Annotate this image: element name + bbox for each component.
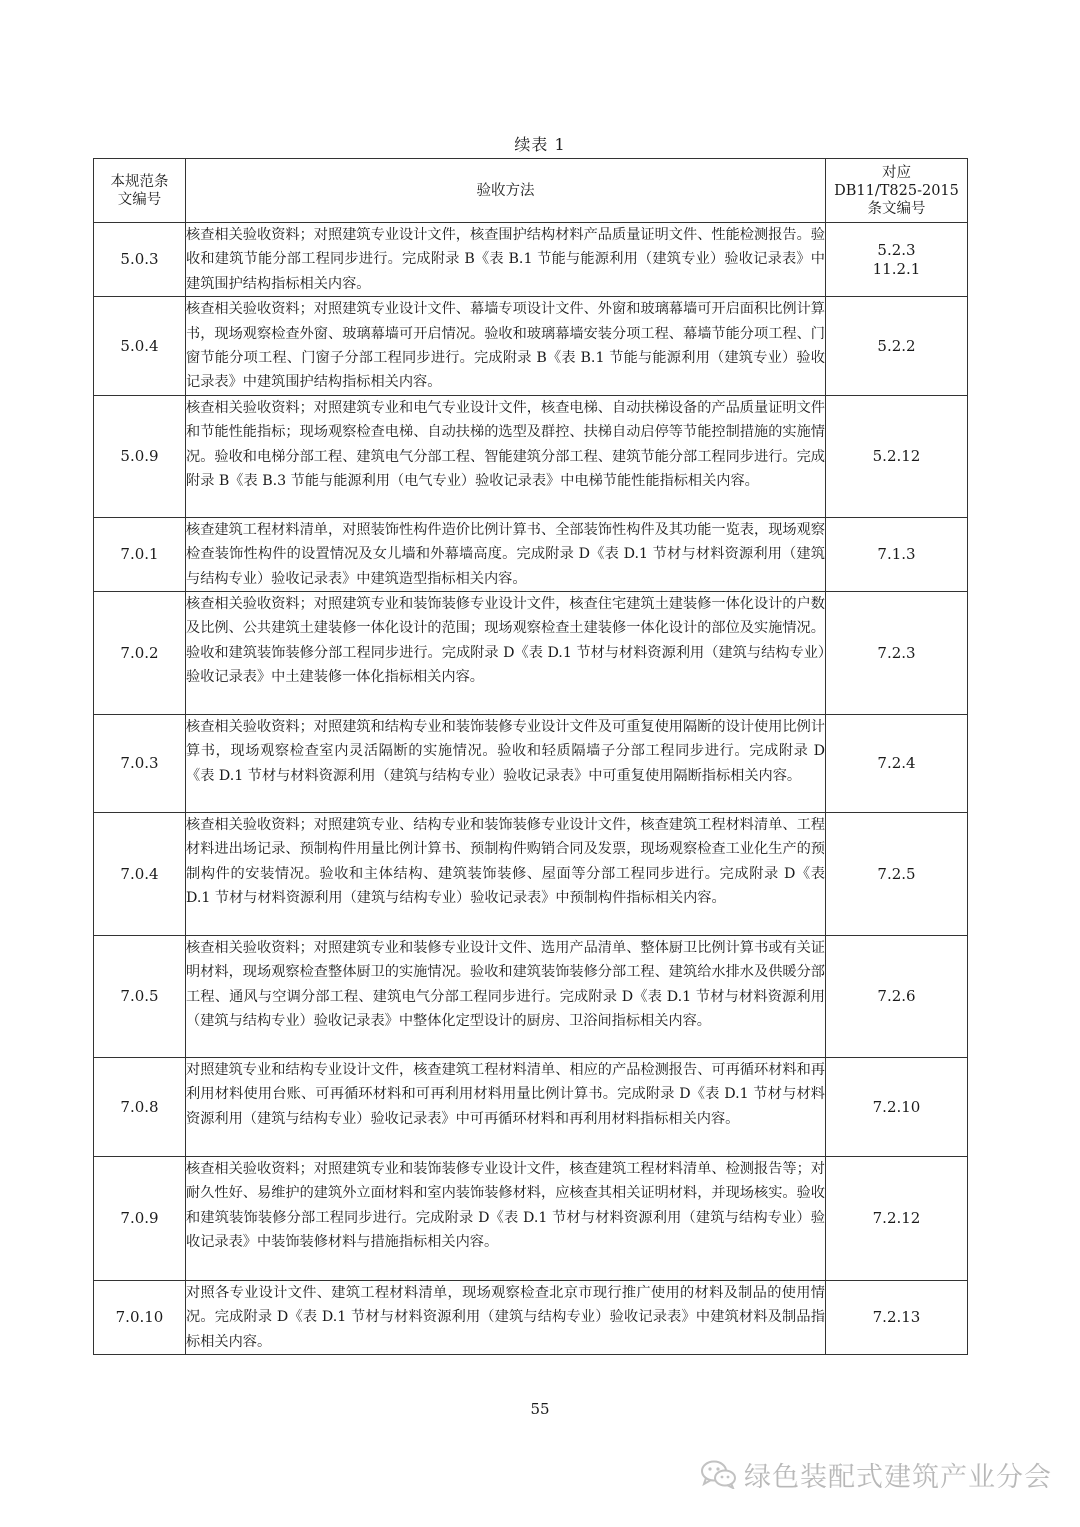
table-row xyxy=(94,813,968,936)
table-row xyxy=(94,715,968,813)
clause-code: 7.0.3 xyxy=(94,715,186,813)
clause-code: 7.0.5 xyxy=(94,936,186,1058)
acceptance-table xyxy=(93,158,968,1355)
table-row xyxy=(94,517,968,591)
reference-clause: 7.2.3 xyxy=(826,592,968,715)
acceptance-method: 核查相关验收资料；对照建筑专业和装修专业设计文件、选用产品清单、整体厨卫比例计算书或有关证明材料，现场观察检查整体厨卫的实施情况。验收和建筑装饰装修分部工程、建筑给水排水及供暖分部工程、通风与空调分部工程、建筑电气分部工程同步进行。完成附录 D《表 D.1 节材与材料资源利用（建筑与结构专业）验收记录表》中整体化定型设计的厨房、卫浴间指标相关内容。 xyxy=(186,936,826,1058)
reference-clause: 7.2.5 xyxy=(826,813,968,936)
wechat-icon xyxy=(700,1459,738,1489)
reference-clause: 7.2.10 xyxy=(826,1058,968,1157)
watermark-text: 绿色装配式建筑产业分会 xyxy=(744,1461,1052,1493)
table-row xyxy=(94,592,968,715)
table-row xyxy=(94,936,968,1058)
reference-clause: 5.2.12 xyxy=(826,395,968,517)
table-row xyxy=(94,1157,968,1281)
table-row xyxy=(94,297,968,396)
header-reference: 对应 DB11/T825-2015 条文编号 xyxy=(826,159,968,223)
page-number: 55 xyxy=(530,1400,550,1418)
clause-code: 7.0.10 xyxy=(94,1281,186,1355)
clause-code: 5.0.4 xyxy=(94,297,186,396)
clause-code: 7.0.2 xyxy=(94,592,186,715)
table-caption: 续表 1 xyxy=(514,135,566,154)
table-row xyxy=(94,1281,968,1355)
clause-code: 5.0.9 xyxy=(94,395,186,517)
acceptance-method: 核查相关验收资料；对照建筑专业和装饰装修专业设计文件，核查建筑工程材料清单、检测报告等；对耐久性好、易维护的建筑外立面材料和室内装饰装修材料，应核查其相关证明材料，并现场核实。验收和建筑装饰装修分部工程同步进行。完成附录 D《表 D.1 节材与材料资源利用（建筑与结构专业）验收记录表》中装饰装修材料与措施指标相关内容。 xyxy=(186,1157,826,1281)
table-row xyxy=(94,1058,968,1157)
reference-clause: 7.2.4 xyxy=(826,715,968,813)
acceptance-method: 核查相关验收资料；对照建筑专业、结构专业和装饰装修专业设计文件，核查建筑工程材料清单、工程材料进出场记录、预制构件用量比例计算书、预制构件购销合同及发票，现场观察检查工业化生产的预制构件的安装情况。验收和主体结构、建筑装饰装修、屋面等分部工程同步进行。完成附录 D《表 D.1 节材与材料资源利用（建筑与结构专业）验收记录表》中预制构件指标相关内容。 xyxy=(186,813,826,936)
reference-clause: 7.1.3 xyxy=(826,517,968,591)
acceptance-method: 核查相关验收资料；对照建筑专业设计文件、幕墙专项设计文件、外窗和玻璃幕墙可开启面积比例计算书，现场观察检查外窗、玻璃幕墙可开启情况。验收和玻璃幕墙安装分项工程、幕墙节能分项工程、门窗节能分项工程、门窗子分部工程同步进行。完成附录 B《表 B.1 节能与能源利用（建筑专业）验收记录表》中建筑围护结构指标相关内容。 xyxy=(186,297,826,396)
reference-clause: 5.2.3 11.2.1 xyxy=(826,223,968,297)
table-row xyxy=(94,223,968,297)
header-method: 验收方法 xyxy=(186,159,826,223)
reference-clause: 7.2.12 xyxy=(826,1157,968,1281)
clause-code: 7.0.1 xyxy=(94,517,186,591)
watermark xyxy=(700,1456,1060,1492)
acceptance-method: 核查相关验收资料；对照建筑专业和电气专业设计文件，核查电梯、自动扶梯设备的产品质量证明文件和节能性能指标；现场观察检查电梯、自动扶梯的选型及群控、扶梯自动启停等节能控制措施的实施情况。验收和电梯分部工程、建筑电气分部工程、智能建筑分部工程、建筑节能分部工程同步进行。完成附录 B《表 B.3 节能与能源利用（电气专业）验收记录表》中电梯节能性能指标相关内容。 xyxy=(186,395,826,517)
clause-code: 7.0.4 xyxy=(94,813,186,936)
acceptance-method: 核查相关验收资料；对照建筑专业设计文件，核查围护结构材料产品质量证明文件、性能检测报告。验收和建筑节能分部工程同步进行。完成附录 B《表 B.1 节能与能源利用（建筑专业）验收记录表》中建筑围护结构指标相关内容。 xyxy=(186,223,826,297)
clause-code: 5.0.3 xyxy=(94,223,186,297)
reference-clause: 7.2.13 xyxy=(826,1281,968,1355)
table-header-row xyxy=(94,159,968,223)
reference-clause: 5.2.2 xyxy=(826,297,968,396)
acceptance-method: 核查相关验收资料；对照建筑和结构专业和装饰装修专业设计文件及可重复使用隔断的设计使用比例计算书，现场观察检查室内灵活隔断的实施情况。验收和轻质隔墙子分部工程同步进行。完成附录 D《表 D.1 节材与材料资源利用（建筑与结构专业）验收记录表》中可重复使用隔断指标相关内容。 xyxy=(186,715,826,813)
acceptance-method: 核查建筑工程材料清单，对照装饰性构件造价比例计算书、全部装饰性构件及其功能一览表，现场观察检查装饰性构件的设置情况及女儿墙和外幕墙高度。完成附录 D《表 D.1 节材与材料资源利用（建筑与结构专业）验收记录表》中建筑造型指标相关内容。 xyxy=(186,517,826,591)
table-row xyxy=(94,395,968,517)
acceptance-method: 核查相关验收资料；对照建筑专业和装饰装修专业设计文件，核查住宅建筑土建装修一体化设计的户数及比例、公共建筑土建装修一体化设计的范围；现场观察检查土建装修一体化设计的部位及实施情况。验收和建筑装饰装修分部工程同步进行。完成附录 D《表 D.1 节材与材料资源利用（建筑与结构专业）验收记录表》中土建装修一体化指标相关内容。 xyxy=(186,592,826,715)
clause-code: 7.0.9 xyxy=(94,1157,186,1281)
header-clause-code: 本规范条 文编号 xyxy=(94,159,186,223)
clause-code: 7.0.8 xyxy=(94,1058,186,1157)
acceptance-method: 对照各专业设计文件、建筑工程材料清单，现场观察检查北京市现行推广使用的材料及制品的使用情况。完成附录 D《表 D.1 节材与材料资源利用（建筑与结构专业）验收记录表》中建筑材料及制品指标相关内容。 xyxy=(186,1281,826,1355)
acceptance-method: 对照建筑专业和结构专业设计文件，核查建筑工程材料清单、相应的产品检测报告、可再循环材料和再利用材料使用台账、可再循环材料和可再利用材料用量比例计算书。完成附录 D《表 D.1 节材与材料资源利用（建筑与结构专业）验收记录表》中可再循环材料和再利用材料指标相关内容。 xyxy=(186,1058,826,1157)
reference-clause: 7.2.6 xyxy=(826,936,968,1058)
